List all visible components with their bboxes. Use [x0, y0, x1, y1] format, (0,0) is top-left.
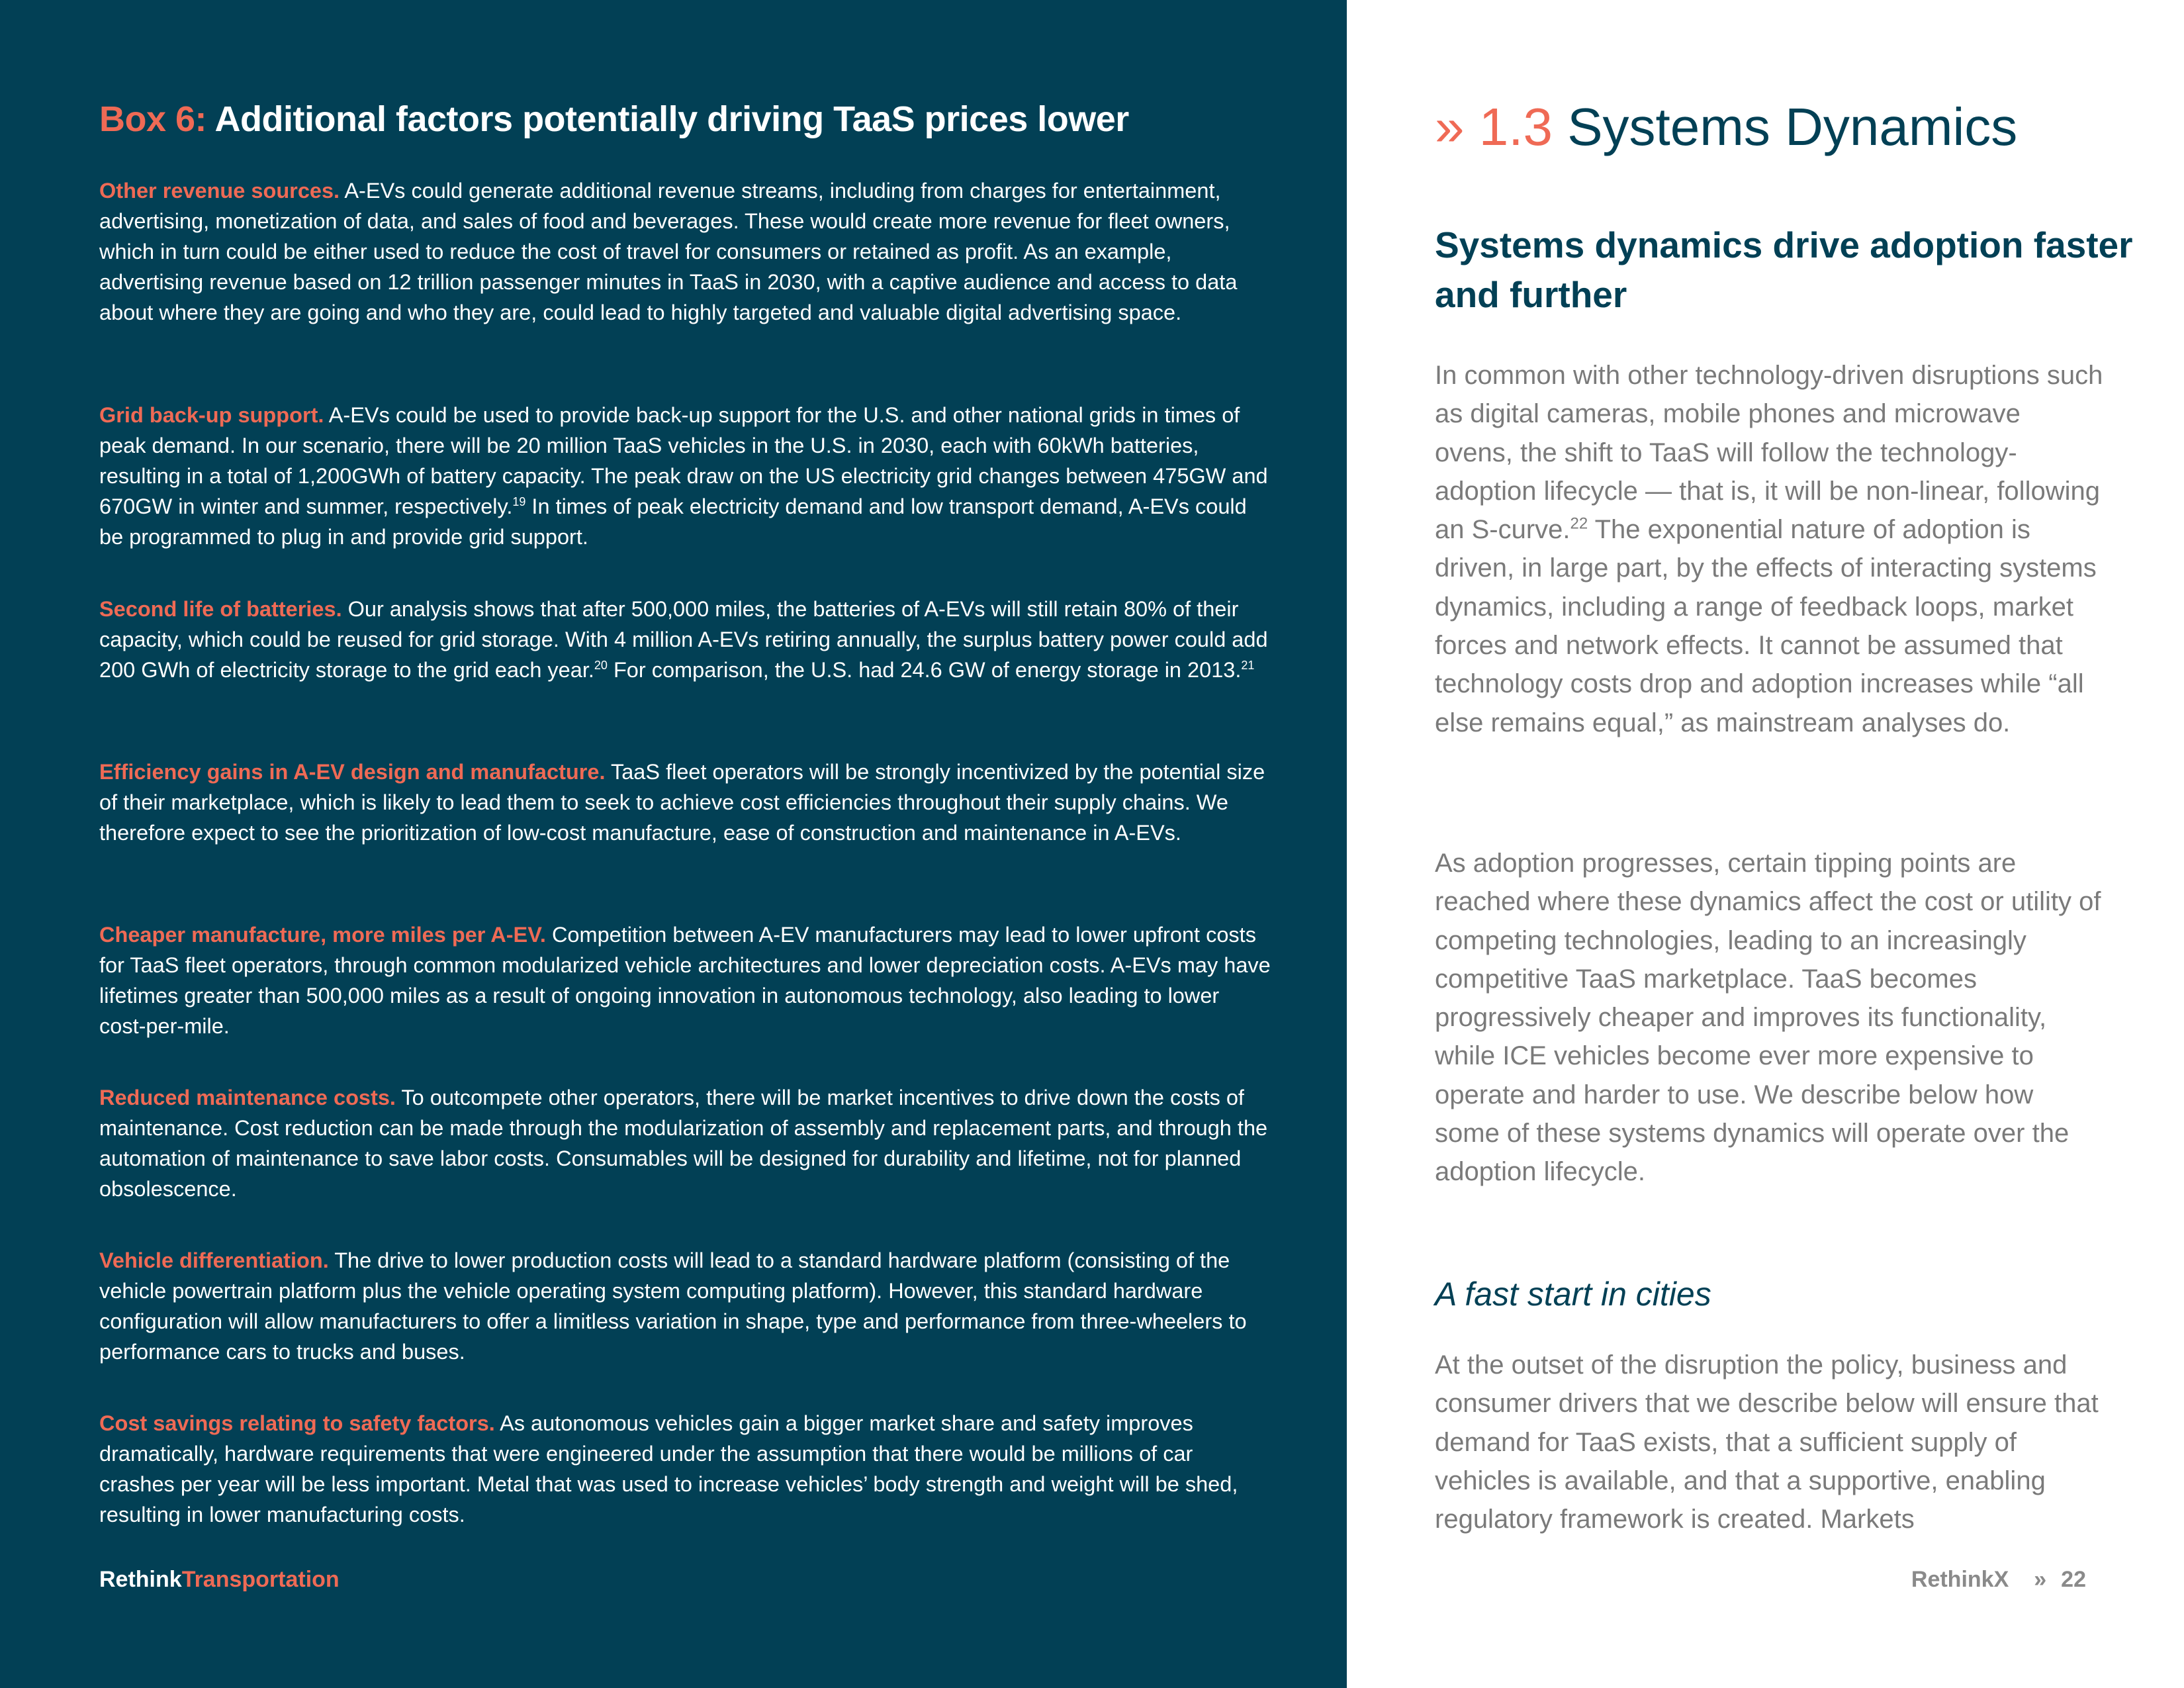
footnote-ref: 20 [594, 659, 608, 673]
body-paragraph-2: As adoption progresses, certain tipping points are reached where these dynamics affect the cost or utility of competing technologies, leading to an increasingly competitive TaaS marketplace. TaaS becomes progressively cheaper and improves its functionality, while ICE vehicles become ever more expensive to operate and harder to use. We describe below how some of these systems dynamics will operate over the adoption lifecycle. [1435, 849, 2101, 1187]
factor-text: Our analysis shows that after 500,000 miles, the batteries of A-EVs will still retain 80% of their capacity, which could be reused for grid storage. With 4 million A-EVs retiring annually, the surplus battery power could add 200 GWh of electricity storage to the grid each year. [99, 597, 1268, 682]
factor-text: Competition between A-EV manufacturers may lead to lower upfront costs for TaaS fleet operators, through common modularized vehicle architectures and lower depreciation costs. A-EVs may have lifetimes greater than 500,000 miles as a result of ongoing innovation in autonomous technology, also leading to lower cost-per-mile. [99, 923, 1271, 1038]
body-paragraph-1 [1435, 356, 2105, 742]
factor-text: TaaS fleet operators will be strongly incentivized by the potential size of their marketplace, which is likely to lead them to seek to achieve cost efficiencies throughout their supply chains. We therefore expect to see the prioritization of low-cost manufacture, ease of construction and maintenance in A-EVs. [99, 760, 1265, 845]
page-footer [1911, 1566, 2086, 1593]
factor-lead: Grid back-up support. [99, 403, 324, 427]
factor-cheaper-manufacture [99, 919, 1271, 1041]
factor-safety-savings [99, 1408, 1271, 1530]
factor-lead: Reduced maintenance costs. [99, 1086, 396, 1109]
section-number: 1.3 [1479, 97, 1553, 156]
factor-text-cont: For comparison, the U.S. had 24.6 GW of energy storage in 2013. [607, 658, 1242, 682]
factor-grid-backup [99, 400, 1271, 552]
footnote-ref: 22 [1570, 514, 1588, 533]
body-paragraph-3: At the outset of the disruption the policy, business and consumer drivers that we describe below will ensure that demand for TaaS exists, that a sufficient supply of vehicles is available, and that a supportive, enabling regulatory framework is created. Markets [1435, 1350, 2099, 1534]
factor-text: A-EVs could generate additional revenue streams, including from charges for entertainment, advertising, monetization of data, and sales of food and beverages. These would create more revenue for fleet owners, which in turn could be either used to reduce the cost of travel for consumers or retained as profit. As an example, advertising revenue based on 12 trillion passenger minutes in TaaS in 2030, with a captive audience and access to data about where they are going and who they are, could lead to highly targeted and valuable digital advertising space. [99, 179, 1238, 324]
factor-text-cont: In times of peak electricity demand and low transport demand, A-EVs could be programmed to plug in and provide grid support. [99, 494, 1247, 549]
footnote-ref: 19 [512, 495, 526, 509]
section-marker: » [1435, 97, 1465, 156]
footer-separator: » [2034, 1567, 2047, 1592]
box-label: Box 6: [99, 99, 207, 139]
paragraph-text-cont: The exponential nature of adoption is driven, in large part, by the effects of interacting systems dynamics, including a range of feedback loops, market forces and network effects. It cannot be assumed that technology costs drop and adoption increases while “all else remains equal,” as mainstream analyses do. [1435, 515, 2097, 737]
publication-brand [99, 1566, 340, 1593]
footnote-ref: 21 [1241, 659, 1255, 673]
footer-brand: RethinkX [1911, 1567, 2009, 1592]
factor-lead: Second life of batteries. [99, 597, 342, 621]
factor-lead: Efficiency gains in A-EV design and manufacture. [99, 760, 606, 784]
section-heading [1435, 97, 2017, 158]
article-subheading: Systems dynamics drive adoption faster and further [1435, 224, 2133, 315]
factor-lead: Cheaper manufacture, more miles per A-EV. [99, 923, 546, 947]
factor-second-life-batteries [99, 594, 1271, 685]
brand-transportation: Transportation [181, 1567, 340, 1592]
factor-text: As autonomous vehicles gain a bigger market share and safety improves dramatically, hardware requirements that were engineered under the assumption that there would be millions of car crashes per year will be less important. Metal that was used to increase vehicles’ body strength and weight will be shed, resulting in lower manufacturing costs. [99, 1411, 1238, 1526]
factor-lead: Vehicle differentiation. [99, 1248, 329, 1272]
factor-text: To outcompete other operators, there will be market incentives to drive down the costs of maintenance. Cost reduction can be made through the modularization of assembly and replacement parts, and through the automation of maintenance to save labor costs. Consumables will be designed for durability and lifetime, not for planned obsolescence. [99, 1086, 1268, 1201]
factor-other-revenue [99, 175, 1271, 328]
factor-lead: Other revenue sources. [99, 179, 340, 203]
factor-reduced-maintenance [99, 1082, 1271, 1204]
factor-vehicle-differentiation [99, 1245, 1271, 1367]
italic-subheading: A fast start in cities [1435, 1276, 1711, 1313]
page-number: 22 [2061, 1567, 2086, 1592]
factor-efficiency-gains [99, 757, 1271, 848]
factor-lead: Cost savings relating to safety factors. [99, 1411, 495, 1435]
factor-text: A-EVs could be used to provide back-up support for the U.S. and other national grids in times of peak demand. In our scenario, there will be 20 million TaaS vehicles in the U.S. in 2030, each with 60kWh batteries, resulting in a total of 1,200GWh of battery capacity. The peak draw on the US electricity grid changes between 475GW and 670GW in winter and summer, respectively. [99, 403, 1268, 518]
box-title-text: Additional factors potentially driving TaaS prices lower [214, 99, 1129, 139]
box-title [99, 98, 1129, 140]
paragraph-text: In common with other technology-driven disruptions such as digital cameras, mobile phones and microwave ovens, the shift to TaaS will follow the technology-adoption lifecycle — that is, it will be non-linear, following an S-curve. [1435, 361, 2103, 545]
section-title: Systems Dynamics [1567, 97, 2018, 156]
factor-text: The drive to lower production costs will lead to a standard hardware platform (consisting of the vehicle powertrain platform plus the vehicle operating system computing platform). However, this standard hardware configuration will allow manufacturers to offer a limitless variation in shape, type and performance from three-wheelers to performance cars to trucks and buses. [99, 1248, 1247, 1364]
brand-rethink: Rethink [99, 1567, 182, 1592]
